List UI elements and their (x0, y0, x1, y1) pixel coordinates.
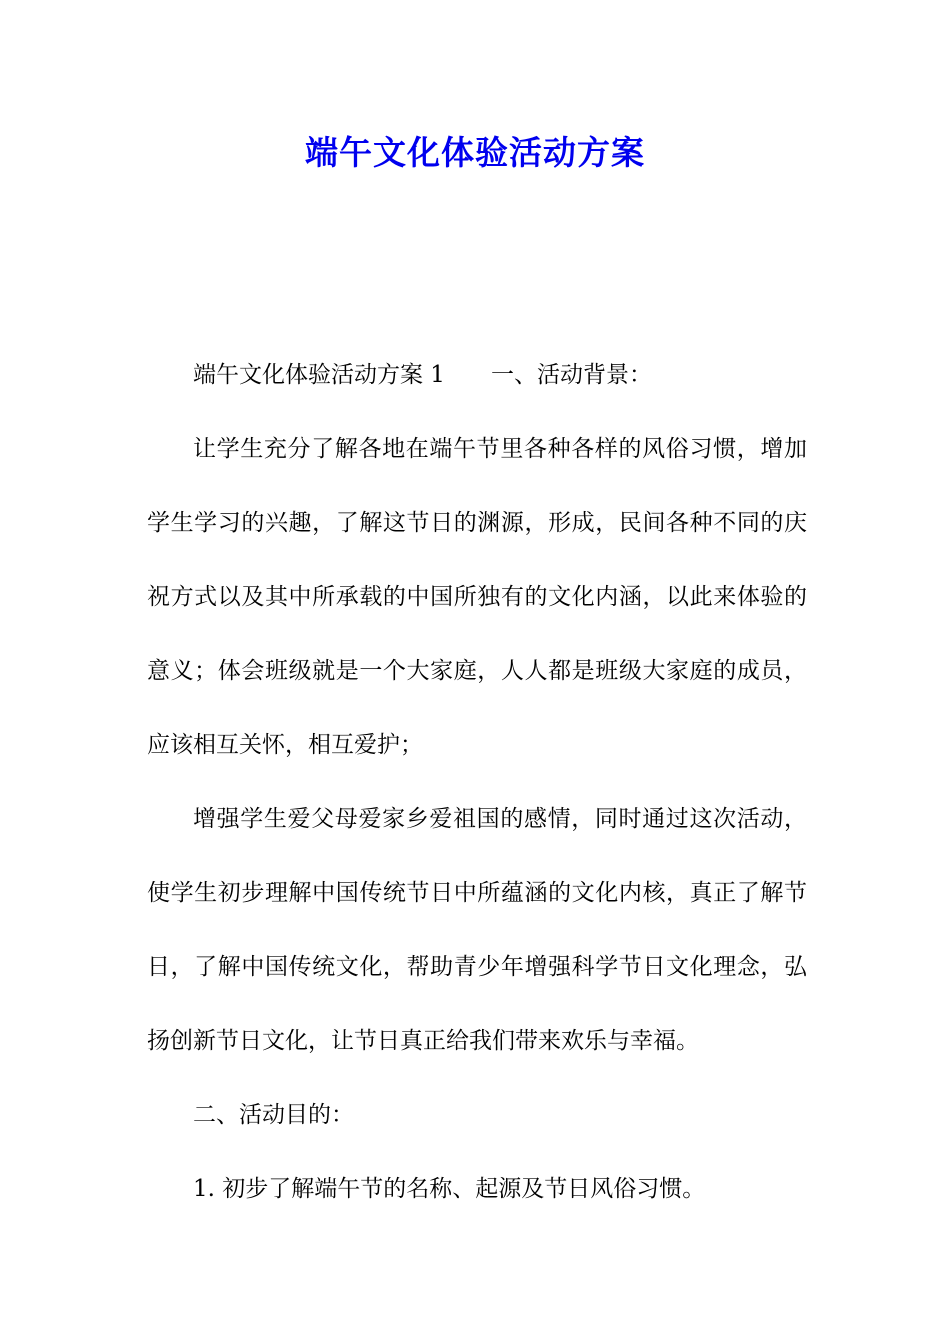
document-title: 端午文化体验活动方案 (305, 133, 645, 172)
section-1-heading: 一、活动背景： (490, 362, 652, 388)
section-heading-line (147, 338, 807, 412)
section-2-heading: 二、活动目的： (193, 1102, 354, 1128)
document-subtitle: 端午文化体验活动方案 1 (193, 362, 445, 388)
paragraph-1: 让学生充分了解各地在端午节里各种各样的风俗习惯，增加学生学习的兴趣，了解这节日的渊源，形成，民间各种不同的庆祝方式以及其中所承载的中国所独有的文化内涵，以此来体验的意义；体会班级就是一个大家庭，人人都是班级大家庭的成员，应该相互关怀，相互爱护； (147, 436, 807, 758)
list-item-1: 1. 初步了解端午节的名称、起源及节日风俗习惯。 (193, 1176, 706, 1202)
document-body (147, 338, 807, 1226)
paragraph-2: 增强学生爱父母爱家乡爱祖国的感情，同时通过这次活动，使学生初步理解中国传统节日中所蕴涵的文化内核，真正了解节日，了解中国传统文化，帮助青少年增强科学节日文化理念，弘扬创新节日文化，让节日真正给我们带来欢乐与幸福。 (147, 806, 807, 1054)
